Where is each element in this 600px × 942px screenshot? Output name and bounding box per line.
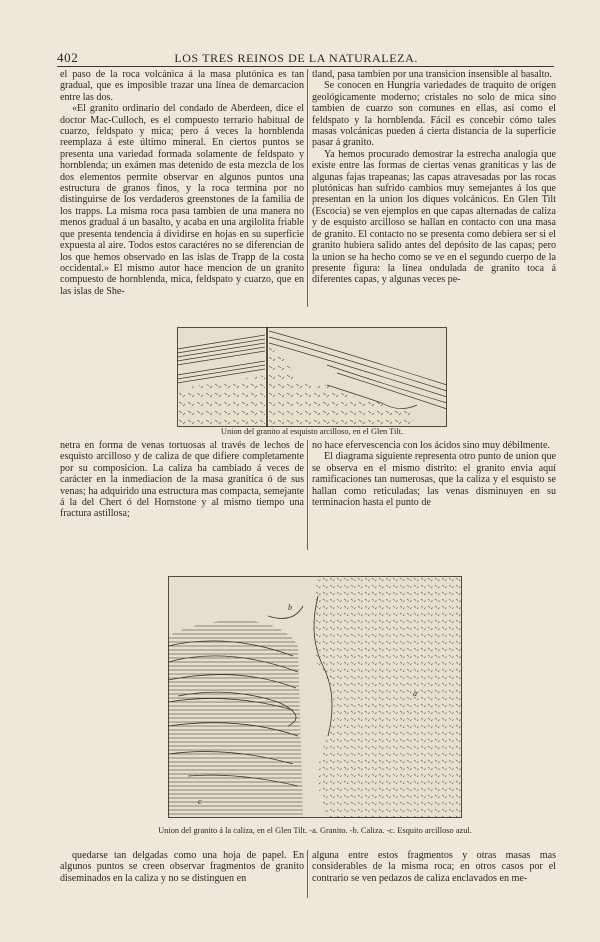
column-divider-middle (307, 440, 308, 550)
paragraph: netra en forma de venas tortuosas al través de lechos de esquisto arcilloso y de caliza de que difiere completamente por su composicion. La caliza ha cambiado á veces de carácter en la inmediacion de la masa granítica ó de sus venas; ha adquirido una estructura mas compacta, semejante á la del Chert ó del Hornstone y al mismo tiempo una fractura astillosa; (60, 440, 304, 520)
running-header (57, 50, 554, 66)
header-rule (57, 66, 554, 67)
figure-caption: Union del granito á la caliza, en el Glen Tilt. -a. Granito. -b. Caliza. -c. Esquito arcilloso azul. (158, 826, 472, 835)
paragraph: el paso de la roca volcánica á la masa plutónica es tan gradual, que es imposible trazar una línea de demarcacion entre las dos. (60, 69, 304, 103)
paragraph: Ya hemos procurado demostrar la estrecha analogía que existe entre las formas de ciertas venas graníticas y las de algunas fajas trapeanas; las capas atravesadas por las rocas plutónicas han sufrido cambios muy semejantes á los que presentan en la union los diques volcánicos. En Glen Tilt (Escocia) se ven ejemplos en que capas alternadas de caliza y de esquisto arcilloso se hallan en contacto con una masa de granito. El contacto no se presenta como debiera ser si el granito hubiera salido antes del depósito de las capas; pero la union se ha hecho como se ve en el segundo cuerpo de la presente figura: la línea ondulada de granito toca á diferentes capas, y algunas veces pe- (312, 148, 556, 286)
paragraph: tland, pasa tambien por una transicion insensible al basalto. (312, 69, 552, 80)
paragraph: Se conocen en Hungria variedades de traquito de orígen geológicamente moderno; cristales no solo de mica sino tambien de cuarzo son comunes en ellas, así como el feldspato y la hornblenda. Fácil es concebir cómo tales masas volcánicas pueden á cierta distancia de la superficie pasar á granito. (312, 80, 556, 149)
text-column-5 (60, 850, 304, 898)
figure-granite-limestone-engraving (168, 576, 462, 818)
text-column-3 (60, 440, 304, 550)
column-divider-bottom (307, 850, 308, 898)
column-divider-top (307, 69, 308, 307)
paragraph: no hace efervescencia con los ácidos sino muy débilmente. (312, 440, 550, 451)
figure-granite-slate-engraving (177, 327, 447, 427)
text-column-2 (312, 69, 556, 307)
text-column-4 (312, 440, 556, 550)
figure-caption: Union del granito al esquisto arcilloso, en el Glen Tilt. (220, 427, 404, 436)
running-title: LOS TRES REINOS DE LA NATURALEZA. (174, 51, 418, 65)
text-column-6 (312, 850, 556, 898)
figure-label-c: c (198, 797, 202, 806)
page-number: 402 (57, 50, 79, 65)
paragraph: alguna entre estos fragmentos y otras masas mas considerables de la misma roca; en otros casos por el contrario se ven pedazos de caliza enclavados en me- (312, 850, 556, 884)
paragraph: «El granito ordinario del condado de Aberdeen, dice el doctor Mac-Culloch, es el compuesto terrario habitual de cuarzo, feldspato y mica; pero á veces la hornblenda reemplaza á este último mineral. En ciertos puntos se presenta una variedad formada solamente de feldspato y hornblenda; un exámen mas detenido de esta mezcla de los dos elementos permite observar en algunos puntos una estructura de granos finos, y la roca termina por no distinguirse de los verdaderos greenstones de la familia de los trapps. La misma roca pasa tambien de una manera no menos gradual á un basalto, y acaba en una argilolita friable que presenta tendencia á dividirse en hojas en su superficie expuesta al aire. Todos estos caractéres no se diferencian de los que hemos observado en las islas de Trapp de la costa occidental.» El mismo autor hace mencion de un granito compuesto de hornblenda, mica, feldspato y cuarzo, que en las islas de She- (60, 103, 304, 297)
figure-label-b: b (288, 603, 292, 612)
figure-label-a: a (413, 689, 417, 698)
text-column-1 (60, 69, 304, 307)
paragraph: quedarse tan delgadas como una hoja de papel. En algunos puntos se creen observar fragmentos de granito diseminados en la caliza y no se distinguen en (60, 850, 304, 884)
paragraph: El diagrama siguiente representa otro punto de union que se observa en el mismo distrito: el granito envia aquí ramificaciones tan numerosas, que la caliza y el esquisto se hallan como reticuladas; las venas disminuyen en su terminacion hasta el punto de (312, 451, 556, 509)
